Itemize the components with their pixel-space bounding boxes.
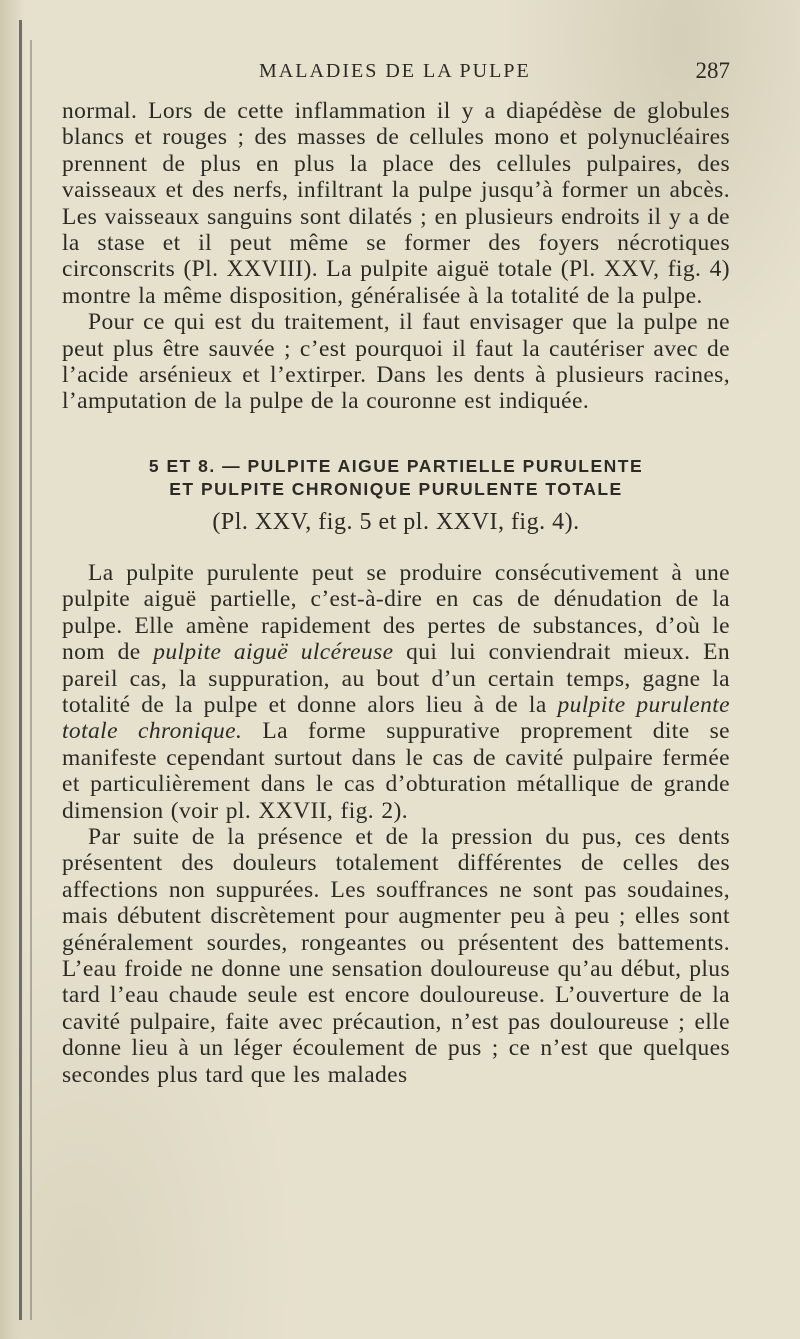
page-body: [62, 98, 730, 1088]
section-title-line-1: 5 ET 8. — PULPITE AIGUE PARTIELLE PURULENTE: [148, 455, 644, 476]
binding-shadow-line: [19, 20, 22, 1320]
paragraph-text: La pulpite purulente peut se produire consécutivement à une pulpite aiguë partielle, c’est-à-dire en cas de dénudation de la pulpe. Elle amène rapidement des pertes de substances, d’où le nom de: [62, 559, 730, 666]
section-title-line-2: ET PULPITE CHRONIQUE PURULENTE TOTALE: [169, 478, 623, 499]
binding-shadow-line-inner: [30, 40, 32, 1320]
italic-term-chronic: pulpite purulente totale chronique.: [62, 691, 730, 745]
paragraph-treatment: Pour ce qui est du traitement, il faut envisager que la pulpe ne peut plus être sauvée ; c’est pourquoi il faut la cautériser avec de l’acide arsénieux et l’extirper. Dans les dents à plusieurs racines, l’amputation de la pulpe de la couronne est indiquée.: [62, 309, 730, 415]
paragraph-text: La forme suppurative proprement dite se manifeste cependant surtout dans le cas de cavité pulpaire fermée et particulièrement dans le cas d’obturation métallique de grande dimension (voir pl. XXVII, fig. 2).: [62, 718, 730, 824]
page-header: [62, 60, 730, 94]
running-title: MALADIES DE LA PULPE: [259, 60, 531, 82]
italic-term-ulcerative: pulpite aiguë ulcéreuse: [153, 639, 394, 666]
paragraph-purulent-pulpitis: [62, 560, 730, 824]
page-binding-edge: [0, 0, 26, 1339]
paragraph-text: qui lui conviendrait mieux. En pareil cas, la suppuration, au bout d’un certain temps, gagne la totalité de la pulpe et donne alors lieu à de la: [62, 639, 730, 718]
section-figure-reference: (Pl. XXV, fig. 5 et pl. XXVI, fig. 4).: [212, 508, 580, 535]
paragraph-continuation: normal. Lors de cette inflammation il y a diapédèse de globules blancs et rouges ; des masses de cellules mono et polynucléaires prennent de plus en plus la place des cellules pulpaires, des vaisseaux et des nerfs, infiltrant la pulpe jusqu’à former un abcès. Les vaisseaux sanguins sont dilatés ; en plusieurs endroits il y a de la stase et il peut même se former des foyers nécrotiques circonscrits (Pl. XXVIII). La pulpite aiguë totale (Pl. XXV, fig. 4) montre la même disposition, généralisée à la totalité de la pulpe.: [62, 98, 730, 309]
paragraph-symptoms: Par suite de la présence et de la pression du pus, ces dents présentent des douleurs totalement différentes de celles des affections non suppurées. Les souffrances ne sont pas soudaines, mais débutent discrètement pour augmenter peu à peu ; elles sont généralement sourdes, rongeantes ou présentent des battements. L’eau froide ne donne une sensation douloureuse qu’au début, plus tard l’eau chaude seule est encore douloureuse. L’ouverture de la cavité pulpaire, faite avec précaution, n’est pas douloureuse ; elle donne lieu à un léger écoulement de pus ; ce n’est que quelques secondes plus tard que les malades: [62, 823, 730, 1088]
page-number: 287: [695, 58, 730, 83]
